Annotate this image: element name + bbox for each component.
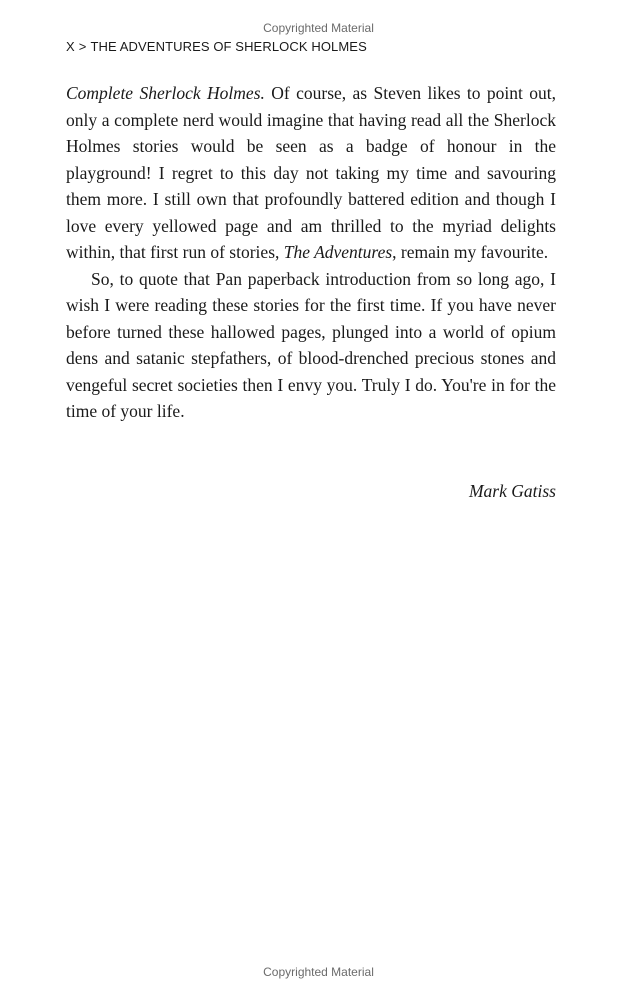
italic-the-adventures: The Adventures [283,242,393,262]
body-text [66,80,556,425]
paragraph-1 [66,80,556,266]
paragraph-2: So, to quote that Pan paperback introduction from so long ago, I wish I were reading these stories for the first time. If you have never before turned these hallowed pages, plunged into a world of opium dens and satanic stepfathers, of blood-drenched precious stones and vengeful secret societies then I envy you. Truly I do. You're in for the time of your life. [66,268,556,421]
book-title: THE ADVENTURES OF SHERLOCK HOLMES [90,39,367,54]
page-number: X [66,39,75,54]
running-head [66,39,367,54]
paragraph-1-text-b: , remain my favourite. [392,242,549,262]
running-head-separator: > [78,39,87,54]
copyright-watermark-top: Copyrighted Material [263,21,374,35]
italic-book-title: Complete Sherlock Holmes. [66,83,265,103]
paragraph-1-text-a: Of course, as Steven likes to point out, only a complete nerd would imagine that having read all the Sherlock Holmes stories would be seen as a badge of honour in the playground! I regret to this day not taking my time and savouring them more. I still own that profoundly battered edition and though I love every yellowed page and am thrilled to the myriad delights within, that first run of stories, [66,83,556,262]
copyright-watermark-bottom: Copyrighted Material [263,965,374,979]
author-signature: Mark Gatiss [468,481,556,501]
